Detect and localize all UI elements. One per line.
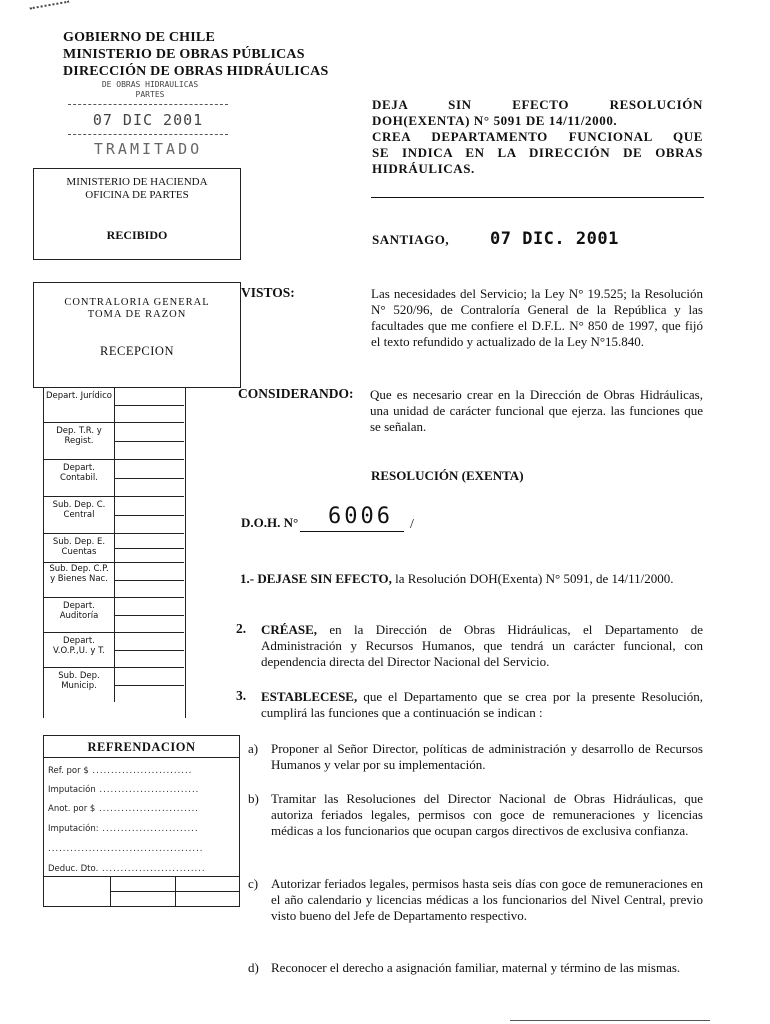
anot-label: Anot. por $	[48, 804, 96, 814]
routing-label: Depart. Jurídico	[46, 391, 112, 401]
item-1-text: la Resolución DOH(Exenta) N° 5091, de 14/11/2000.	[391, 571, 674, 586]
item-2-num: 2.	[236, 621, 247, 636]
item-2	[261, 622, 703, 670]
routing-label: Sub. Dep. E. Cuentas	[52, 537, 106, 557]
santiago-date: 07 DIC. 2001	[490, 229, 619, 249]
ref-label: Ref. por $	[48, 766, 89, 776]
routing-label: Depart. Auditoría	[59, 601, 99, 621]
deduc-label: Deduc. Dto.	[48, 864, 99, 874]
letterhead-government: GOBIERNO DE CHILE	[63, 30, 215, 45]
resolucion-title: RESOLUCIÓN (EXENTA)	[371, 468, 524, 483]
stamp-line1: DE OBRAS HIDRAULICAS	[101, 80, 199, 89]
title-block	[372, 97, 703, 177]
hacienda-ministry: MINISTERIO DE HACIENDA	[66, 176, 208, 188]
function-c-text: Autorizar feriados legales, permisos hasta seis días con goce de remuneraciones en el año calendario y licencias médicas a los funcionarios del Nivel Central, previo visto bueno del Jefe de Departamento respectivo.	[271, 876, 703, 923]
considerando-label: CONSIDERANDO:	[238, 386, 354, 401]
routing-label: Dep. T.R. y Regist.	[56, 426, 102, 446]
item-1-bold: DEJASE SIN EFECTO,	[257, 571, 392, 586]
hacienda-recibido: RECIBIDO	[106, 228, 168, 242]
hacienda-office: OFICINA DE PARTES	[85, 189, 189, 201]
reception-stamp	[68, 80, 233, 162]
item-1	[240, 571, 703, 587]
title-line1: DEJA SIN EFECTO RESOLUCIÓN	[372, 97, 703, 112]
routing-row	[44, 388, 184, 423]
contraloria-recepcion: RECEPCION	[100, 344, 174, 358]
routing-row	[44, 423, 184, 460]
contraloria-subtitle: TOMA DE RAZON	[87, 309, 187, 320]
routing-row	[44, 598, 184, 633]
function-d-letter: d)	[248, 960, 259, 975]
function-b-letter: b)	[248, 791, 259, 806]
routing-row	[44, 563, 184, 598]
scan-mark	[30, 1, 71, 16]
vistos-text: Las necesidades del Servicio; la Ley N° 19.525; la Resolución N° 520/96, de Contraloría General de la República y las facultades que me confiere el D.F.L. N° 850 de 1997, que fijó el texto refundido y actualizado de la Ley N°15.840.	[371, 286, 703, 349]
routing-row	[44, 668, 184, 702]
routing-grid	[43, 388, 186, 718]
contraloria-box	[33, 282, 241, 388]
title-line2: DOH(EXENTA) N° 5091 DE 14/11/2000.	[372, 113, 618, 128]
function-d-text: Reconocer el derecho a asignación familiar, maternal y término de las mismas.	[271, 960, 681, 975]
item-2-text: en la Dirección de Obras Hidráulicas, el Departamento de Administración y Recursos Humanos, que tendrá un carácter funcional, con dependencia directa del Director Nacional del Servicio.	[261, 622, 703, 669]
routing-label: Sub. Dep. Municip.	[58, 671, 100, 691]
function-a-letter: a)	[248, 741, 259, 756]
letterhead	[63, 29, 328, 80]
function-a-text: Proponer al Señor Director, políticas de administración y desarrollo de Recursos Humanos y velar por su implementación.	[271, 741, 703, 772]
item-2-bold: CRÉASE,	[261, 622, 317, 637]
routing-label: Depart. V.O.P.,U. y T.	[53, 636, 105, 656]
routing-row	[44, 534, 184, 563]
routing-row	[44, 460, 184, 497]
item-1-num: 1.-	[240, 571, 255, 586]
stamp-line2: PARTES	[135, 90, 165, 99]
routing-label: Sub. Dep. C.P. y Bienes Nac.	[49, 564, 109, 584]
item-3	[261, 689, 703, 721]
stamp-status: TRAMITADO	[93, 140, 203, 158]
imputacion2-label: Imputación:	[48, 824, 99, 834]
imputacion-label: Imputación	[48, 785, 96, 795]
title-line4: SE INDICA EN LA DIRECCIÓN DE OBRAS	[372, 145, 703, 160]
doh-number: 6006	[328, 504, 393, 529]
letterhead-ministry: MINISTERIO DE OBRAS PÚBLICAS	[63, 47, 305, 62]
item-3-text: que el Departamento que se crea por la presente Resolución, cumplirá las funciones que a continuación se indican :	[261, 689, 703, 720]
routing-label: Sub. Dep. C. Central	[52, 500, 106, 520]
title-underline	[371, 197, 704, 198]
stamp-date: 07 DIC 2001	[92, 111, 204, 129]
title-line5: HIDRÁULICAS.	[372, 161, 475, 176]
routing-row	[44, 497, 184, 534]
routing-row	[44, 633, 184, 668]
function-b-text: Tramitar las Resoluciones del Director Nacional de Obras Hidráulicas, que autoriza feriados legales, permisos con goce de remuneraciones y licencias médicas a los funcionarios que ocupan cargos directivos de exclusiva confianza.	[271, 791, 703, 838]
hacienda-box	[33, 168, 241, 260]
item-3-num: 3.	[236, 688, 247, 703]
vistos-label: VISTOS:	[241, 285, 295, 300]
santiago-label: SANTIAGO,	[372, 232, 450, 247]
title-line3: CREA DEPARTAMENTO FUNCIONAL QUE	[372, 129, 703, 144]
considerando-text: Que es necesario crear en la Dirección de Obras Hidráulicas, una unidad de carácter funcional que ejerza. las funciones que se señalan.	[370, 387, 703, 434]
letterhead-direction: DIRECCIÓN DE OBRAS HIDRÁULICAS	[63, 64, 329, 79]
function-c-letter: c)	[248, 876, 259, 891]
doh-label: D.O.H. N°	[241, 515, 299, 530]
item-3-bold: ESTABLECESE,	[261, 689, 358, 704]
refrendacion-box: REFRENDACION Ref. por $ ........................... Imputación ........................... Anot. por $ ........................... Imputación: .......................... .......................................... Deduc. Dto. ............................	[43, 735, 240, 907]
routing-label: Depart. Contabil.	[60, 463, 98, 483]
scan-mark	[510, 1020, 710, 1021]
contraloria-title: CONTRALORIA GENERAL	[64, 297, 210, 308]
refrendacion-title: REFRENDACION	[87, 740, 196, 754]
